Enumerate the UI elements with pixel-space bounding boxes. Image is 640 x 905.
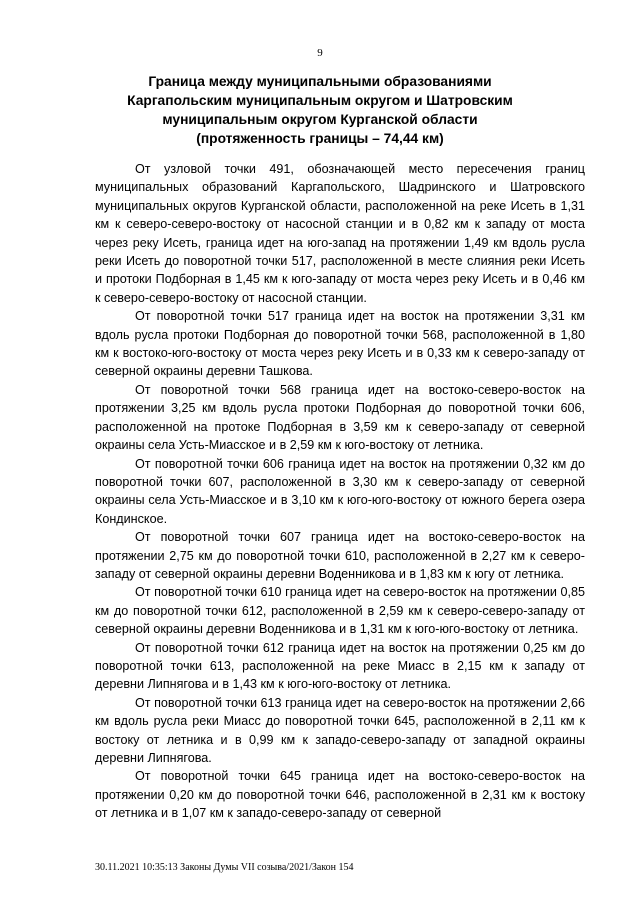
paragraph: От поворотной точки 607 граница идет на востоко-северо-восток на протяжении 2,75 км до поворотной точки 610, расположенной в 2,27 км к северо-западу от северной окраины деревни Воденникова и в 1,83 км к югу от летника.: [95, 530, 585, 581]
paragraph: От поворотной точки 645 граница идет на востоко-северо-восток на протяжении 0,20 км до поворотной точки 646, расположенной в 2,31 км к востоку от летника и в 1,07 км к западо-северо-западу от северной: [95, 769, 585, 821]
paragraph: От поворотной точки 568 граница идет на востоко-северо-восток на протяжении 3,25 км вдоль русла протоки Подборная до поворотной точки 606, расположенной на протоке Подборная в 3,59 км к северо-западу от северной окраины села Усть-Миасское и в 2,59 км к юго-востоку от летника.: [95, 382, 585, 453]
title-line: (протяженность границы – 74,44 км): [196, 131, 444, 146]
page-number: 9: [317, 47, 323, 59]
paragraph: От поворотной точки 610 граница идет на северо-восток на протяжении 0,85 км до поворотной точки 612, расположенной в 2,59 км к северо-северо-западу от северной окраины деревни Воденникова и в 1,31 км к юго-юго-востоку от летника.: [95, 585, 585, 637]
document-title: [95, 72, 545, 148]
paragraph: От поворотной точки 606 граница идет на восток на протяжении 0,32 км до поворотной точки 607, расположенной в 3,30 км к северо-западу от северной окраины села Усть-Миасское и в 3,10 км к юго-юго-востоку от южного берега озера Кондинское.: [95, 456, 585, 526]
footer-stamp: 30.11.2021 10:35:13 Законы Думы VII созыва/2021/Закон 154: [95, 862, 354, 873]
title-line: муниципальным округом Курганской области: [162, 112, 478, 127]
paragraph: От поворотной точки 612 граница идет на восток на протяжении 0,25 км до поворотной точки 613, расположенной на реке Миасс в 2,15 км к западу от деревни Липнягова и в 1,43 км к юго-юго-востоку от летника.: [95, 640, 585, 692]
paragraph: От поворотной точки 613 граница идет на северо-восток на протяжении 2,66 км вдоль русла реки Миасс до поворотной точки 645, расположенной в 2,11 км к востоку от летника и в 0,99 км к западо-северо-западу от западной окраины деревни Липнягова.: [95, 695, 585, 765]
title-line: Каргапольским муниципальным округом и Шатровским: [127, 93, 513, 108]
document-body: [95, 160, 585, 823]
paragraph: От поворотной точки 517 граница идет на восток на протяжении 3,31 км вдоль русла протоки Подборная до поворотной точки 568, расположенной в 1,80 км к востоко-юго-востоку от моста через реку Исеть и в 0,33 км к северо-западу от северной окраины деревни Ташкова.: [95, 309, 585, 379]
paragraph: От узловой точки 491, обозначающей место пересечения границ муниципальных образований Каргапольского, Шадринского и Шатровского муниципальных округов Курганской области, расположенной на реке Исеть в 1,31 км к северо-северо-востоку от насосной станции и в 0,82 км к западу от моста через реку Исеть, граница идет на юго-запад на протяжении 1,49 км вдоль русла реки Исеть до поворотной точки 517, расположенной в месте слияния реки Исеть и протоки Подборная в 1,45 км к юго-западу от моста через реку Исеть и в 0,46 км к северо-северо-востоку от насосной станции.: [95, 162, 585, 305]
title-line: Граница между муниципальными образованиями: [148, 74, 492, 89]
